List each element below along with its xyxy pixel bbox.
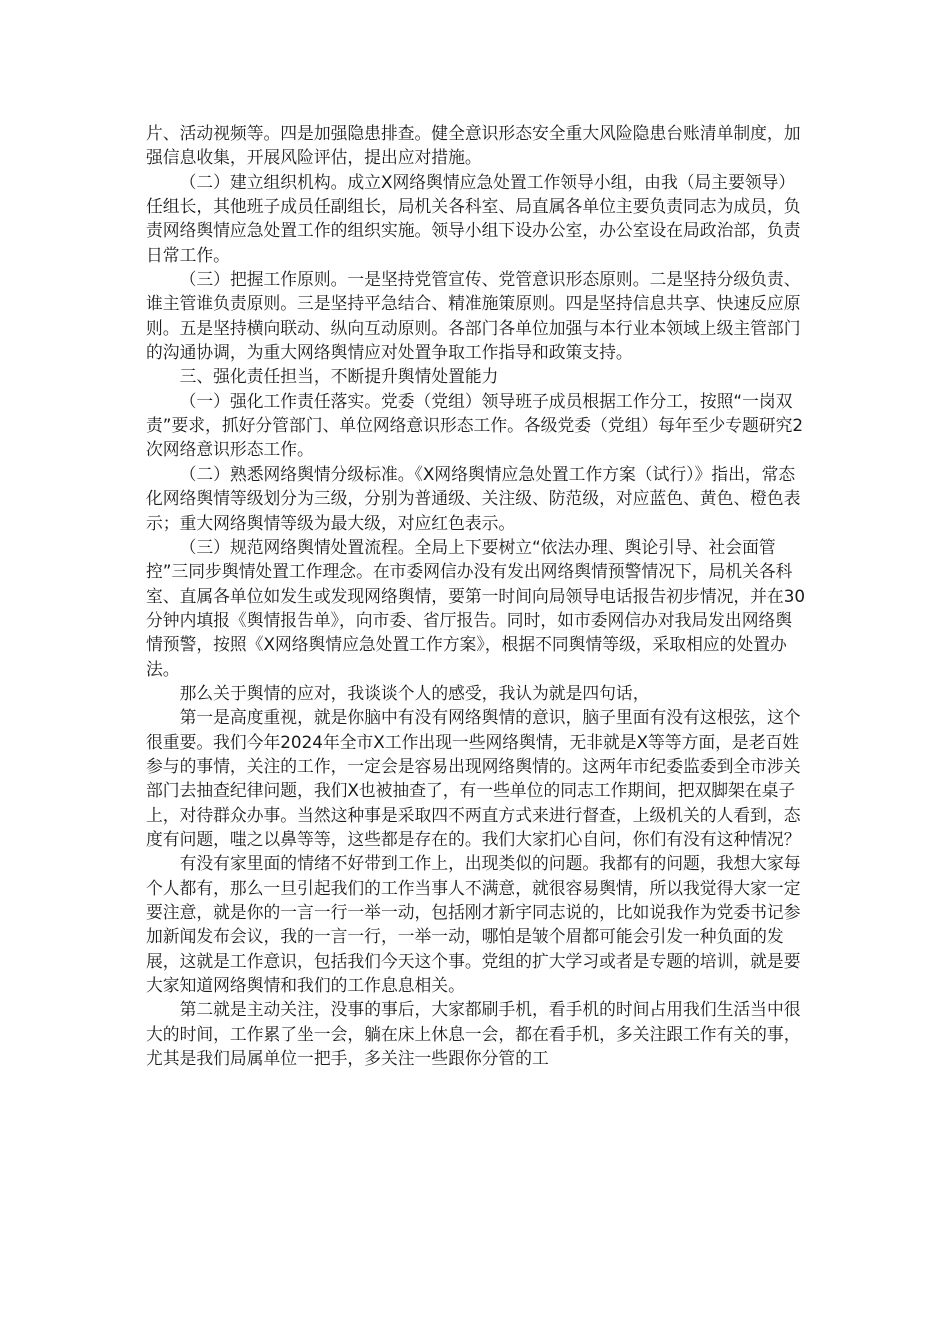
paragraph-responsibility: （一）强化工作责任落实。党委（党组）领导班子成员根据工作分工，按照“一岗双责”要求，抓好分管部门、单位网络意识形态工作。各级党委（党组）每年至少专题研究2次网络意识形态工作。: [146, 390, 804, 460]
document-page: [146, 121, 806, 1070]
paragraph-handling-process: （三）规范网络舆情处置流程。全局上下要树立“依法办理、舆论引导、社会面管控”三同步舆情处置工作理念。在市委网信办没有发出网络舆情预警情况下，局机关各科室、直属各单位如发生或发现网络舆情，要第一时间向局领导电话报告初步情况，并在30分钟内填报《舆情报告单》，向市委、省厅报告。同时，如市委网信办对我局发出网络舆情预警，按照《X网络舆情应急处置工作方案》，根据不同舆情等级，采取相应的处置办法。: [146, 536, 806, 679]
paragraph-emotions: 有没有家里面的情绪不好带到工作上，出现类似的问题。我都有的问题，我想大家每个人都有，那么一旦引起我们的工作当事人不满意，就很容易舆情，所以我觉得大家一定要注意，就是你的一言一行一举一动，包括刚才新宇同志说的，比如说我作为党委书记参加新闻发布会议，我的一言一行，一举一动，哪怕是皱个眉都可能会引发一种负面的发展，这就是工作意识，包括我们今天这个事。党组的扩大学习或者是专题的培训，就是要大家知道网络舆情和我们的工作息息相关。: [146, 853, 801, 996]
paragraph-personal-view: 那么关于舆情的应对，我谈谈个人的感受，我认为就是四句话，: [179, 682, 650, 703]
paragraph-continuation: 片、活动视频等。四是加强隐患排查。健全意识形态安全重大风险隐患台账清单制度，加强信息收集，开展风险评估，提出应对措施。: [146, 123, 801, 168]
paragraph-organization: （二）建立组织机构。成立X网络舆情应急处置工作领导小组，由我（局主要领导）任组长，其他班子成员任副组长，局机关各科室、局直属各单位主要负责同志为成员，负责网络舆情应急处置工作的组织实施。领导小组下设办公室，办公室设在局政治部，负责日常工作。: [146, 171, 801, 265]
paragraph-point-one: 第一是高度重视，就是你脑中有没有网络舆情的意识，脑子里面有没有这根弦，这个很重要。我们今年2024年全市X工作出现一些网络舆情，无非就是X等等方面，是老百姓参与的事情，关注的工作，一定会是容易出现网络舆情的。这两年市纪委监委到全市涉关部门去抽查纪律问题，我们X也被抽查了，有一些单位的同志工作期间，把双脚架在桌子上，对待群众办事。当然这种事是采取四不两直方式来进行督查，上级机关的人看到，态度有问题，嗤之以鼻等等，这些都是存在的。我们大家扪心自问，你们有没有这种情况？: [146, 707, 801, 849]
paragraph-principles: （三）把握工作原则。一是坚持党管宣传、党管意识形态原则。二是坚持分级负责、谁主管谁负责原则。三是坚持平急结合、精准施策原则。四是坚持信息共享、快速反应原则。五是坚持横向联动、纵向互动原则。各部门各单位加强与本行业本领域上级主管部门的沟通协调，为重大网络舆情应对处置争取工作指导和政策支持。: [146, 269, 801, 363]
paragraph-point-two: 第二就是主动关注，没事的事后，大家都刷手机，看手机的时间占用我们生活当中很大的时间，工作累了坐一会，躺在床上休息一会，都在看手机，多关注跟工作有关的事，尤其是我们局属单位一把手，多关注一些跟你分管的工: [146, 999, 801, 1069]
section-heading-three: 三、强化责任担当，不断提升舆情处置能力: [179, 366, 499, 387]
paragraph-grading-standard: （二）熟悉网络舆情分级标准。《X网络舆情应急处置工作方案（试行）》指出，常态化网络舆情等级划分为三级，分别为普通级、关注级、防范级，对应蓝色、黄色、橙色表示；重大网络舆情等级为最大级，对应红色表示。: [146, 463, 801, 533]
